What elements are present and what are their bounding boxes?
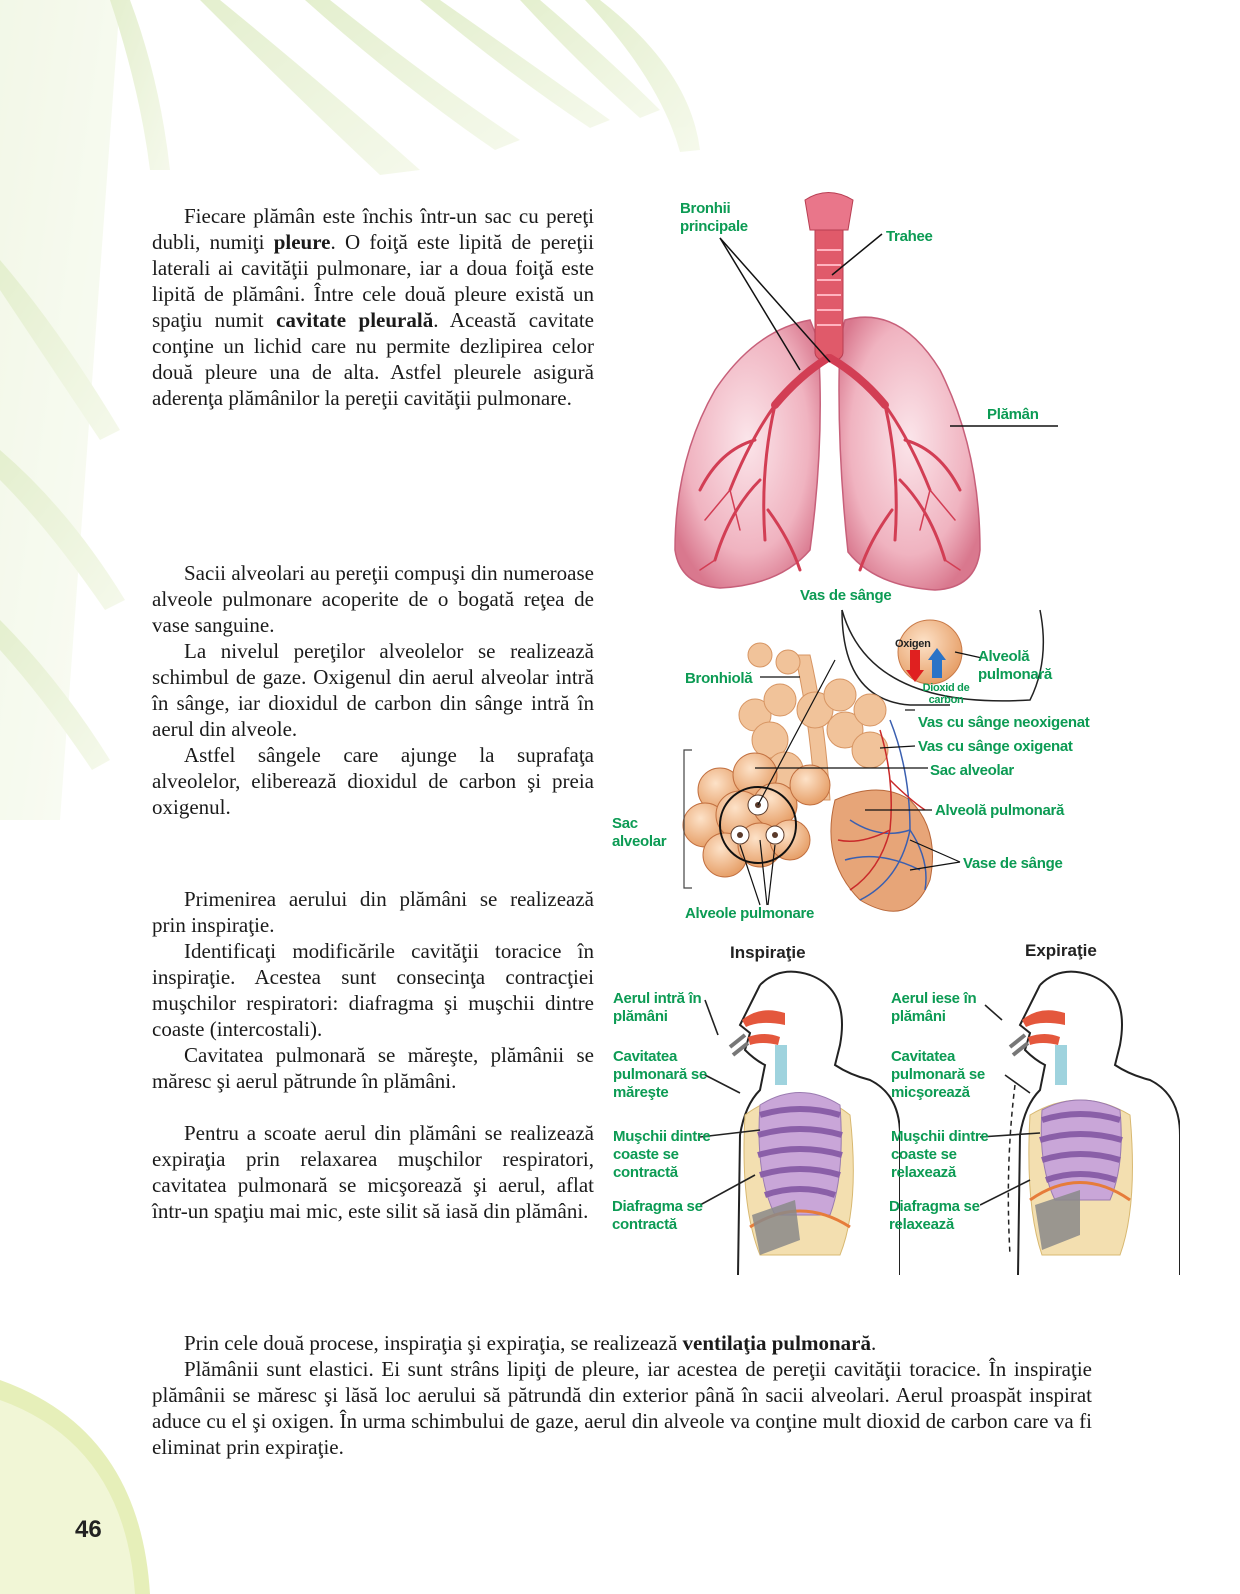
page-number: 46	[75, 1516, 102, 1543]
saci-paragraph-2: La nivelul pereţilor alveolelor se realizează schimbul de gaze. Oxigenul din aerul alveolar intră în sânge, iar dioxidul de carbon din sânge intră în aerul din alveole.	[152, 639, 594, 741]
label-plaman: Plămân	[987, 406, 1039, 423]
right-lung-shape	[839, 317, 980, 590]
lungs-illustration	[660, 190, 1080, 600]
corner-decoration	[0, 1380, 160, 1594]
label-vas-neoxigenat: Vas cu sânge neoxigenat	[918, 714, 1090, 731]
label-bronhiola: Bronhiolă	[685, 670, 753, 687]
bottom-paragraph-1	[152, 1330, 1092, 1356]
saci-paragraph-3: Astfel sângele care ajunge la suprafaţa alveolelor, eliberează dioxidul de carbon şi preia oxigenul.	[152, 743, 594, 819]
insp-label-diafragma: Diafragma se contractă	[612, 1198, 703, 1233]
label-oxigen: Oxigen	[895, 638, 931, 650]
saci-paragraph-1: Sacii alveolari au pereţii compuşi din numeroase alveole pulmonare acoperite de o bogată reţea de vase sanguine.	[152, 561, 594, 637]
label-vase-sange: Vase de sânge	[963, 855, 1063, 872]
inspiratie-title: Inspiraţie	[730, 943, 806, 962]
label-dioxid: Dioxid de carbon	[922, 682, 970, 706]
resp-paragraph-1: Primenirea aerului din plămâni se realizează prin inspiraţie.	[152, 887, 594, 937]
label-sac-alveolar-left: Sac alveolar	[612, 815, 667, 850]
label-alveole-pulmonare: Alveole pulmonare	[685, 905, 815, 922]
pleura-segment: Fiecare plămân este închis într-un sac cu pereţi dubli, numiţi	[152, 204, 594, 254]
inspiratie-figure	[700, 965, 900, 1275]
resp-paragraph-2: Identificaţi modificările cavităţii toracice în inspiraţie. Acestea sunt consecinţa contracţiei muşchilor respiratori: diafragma şi muşchii dintre coaste (intercostali).	[152, 939, 594, 1041]
trachea-shape	[815, 210, 843, 360]
label-vas-sange: Vas de sânge	[800, 587, 892, 604]
expiratie-title: Expiraţie	[1025, 941, 1097, 960]
label-sac-alveolar-right: Sac alveolar	[930, 762, 1014, 779]
label-vas-oxigenat: Vas cu sânge oxigenat	[918, 738, 1073, 755]
label-trahee: Trahee	[886, 228, 933, 245]
exp-label-diafragma: Diafragma se relaxează	[889, 1198, 980, 1233]
bottom_1-segment: Prin cele două procese, inspiraţia şi expiraţia, se realizează	[184, 1331, 683, 1355]
pleura-segment: pleure	[273, 230, 331, 254]
label-alveola-top: Alveolă pulmonară	[978, 648, 1052, 683]
resp-paragraph-4: Pentru a scoate aerul din plămâni se realizează expiraţia prin relaxarea muşchilor respiratori, cavitatea pulmonară se micşorează şi aerul, aflat într-un spaţiu mai mic, este silit să iasă din plămâni.	[152, 1121, 594, 1223]
exp-label-muschi: Muşchii dintre coaste se relaxează	[891, 1128, 989, 1181]
label-bronhii: Bronhii principale	[680, 200, 748, 235]
bottom-paragraph-2: Plămânii sunt elastici. Ei sunt strâns lipiţi de pleure, iar acestea de pereţii cavităţii toracice. În inspiraţie plămânii se măresc şi lăsă loc aerului să pătrundă din exterior până în sacii alveolari. Aerul proaspăt inspirat aduce cu el şi oxigen. În urma schimbului de gaze, aerul din alveole va conţine mult dioxid de carbon care va fi eliminat prin expiraţie.	[152, 1357, 1092, 1459]
exp-label-aer: Aerul iese în plămâni	[891, 990, 977, 1025]
pleura-segment: . O foiţă este lipită de pereţii laterali ai cavităţii pulmonare, iar a doua foiţă este lipită de plămâni. Între cele două pleure există un spaţiu numit	[152, 230, 594, 332]
pleura-paragraph	[152, 203, 594, 411]
pleura-segment: cavitate pleurală	[276, 308, 434, 332]
expiratie-figure	[980, 965, 1180, 1275]
exp-label-cavitate: Cavitatea pulmonară se micşorează	[891, 1048, 985, 1101]
resp-paragraph-3: Cavitatea pulmonară se măreşte, plămânii se măresc şi aerul pătrunde în plămâni.	[152, 1043, 594, 1093]
bottom_1-segment: ventilaţia pulmonară	[682, 1331, 871, 1355]
label-alveola-pulmonara: Alveolă pulmonară	[935, 802, 1065, 819]
insp-label-aer: Aerul intră în plămâni	[613, 990, 702, 1025]
insp-label-cavitate: Cavitatea pulmonară se măreşte	[613, 1048, 707, 1101]
insp-label-muschi: Muşchii dintre coaste se contractă	[613, 1128, 711, 1181]
bottom_1-segment: .	[870, 1331, 877, 1355]
pleura-segment: . Această cavitate conţine un lichid care nu permite dezlipirea celor două pleure una de alta. Astfel pleurele asigură aderenţa plămânilor la pereţii cavităţii pulmonare.	[152, 308, 594, 410]
